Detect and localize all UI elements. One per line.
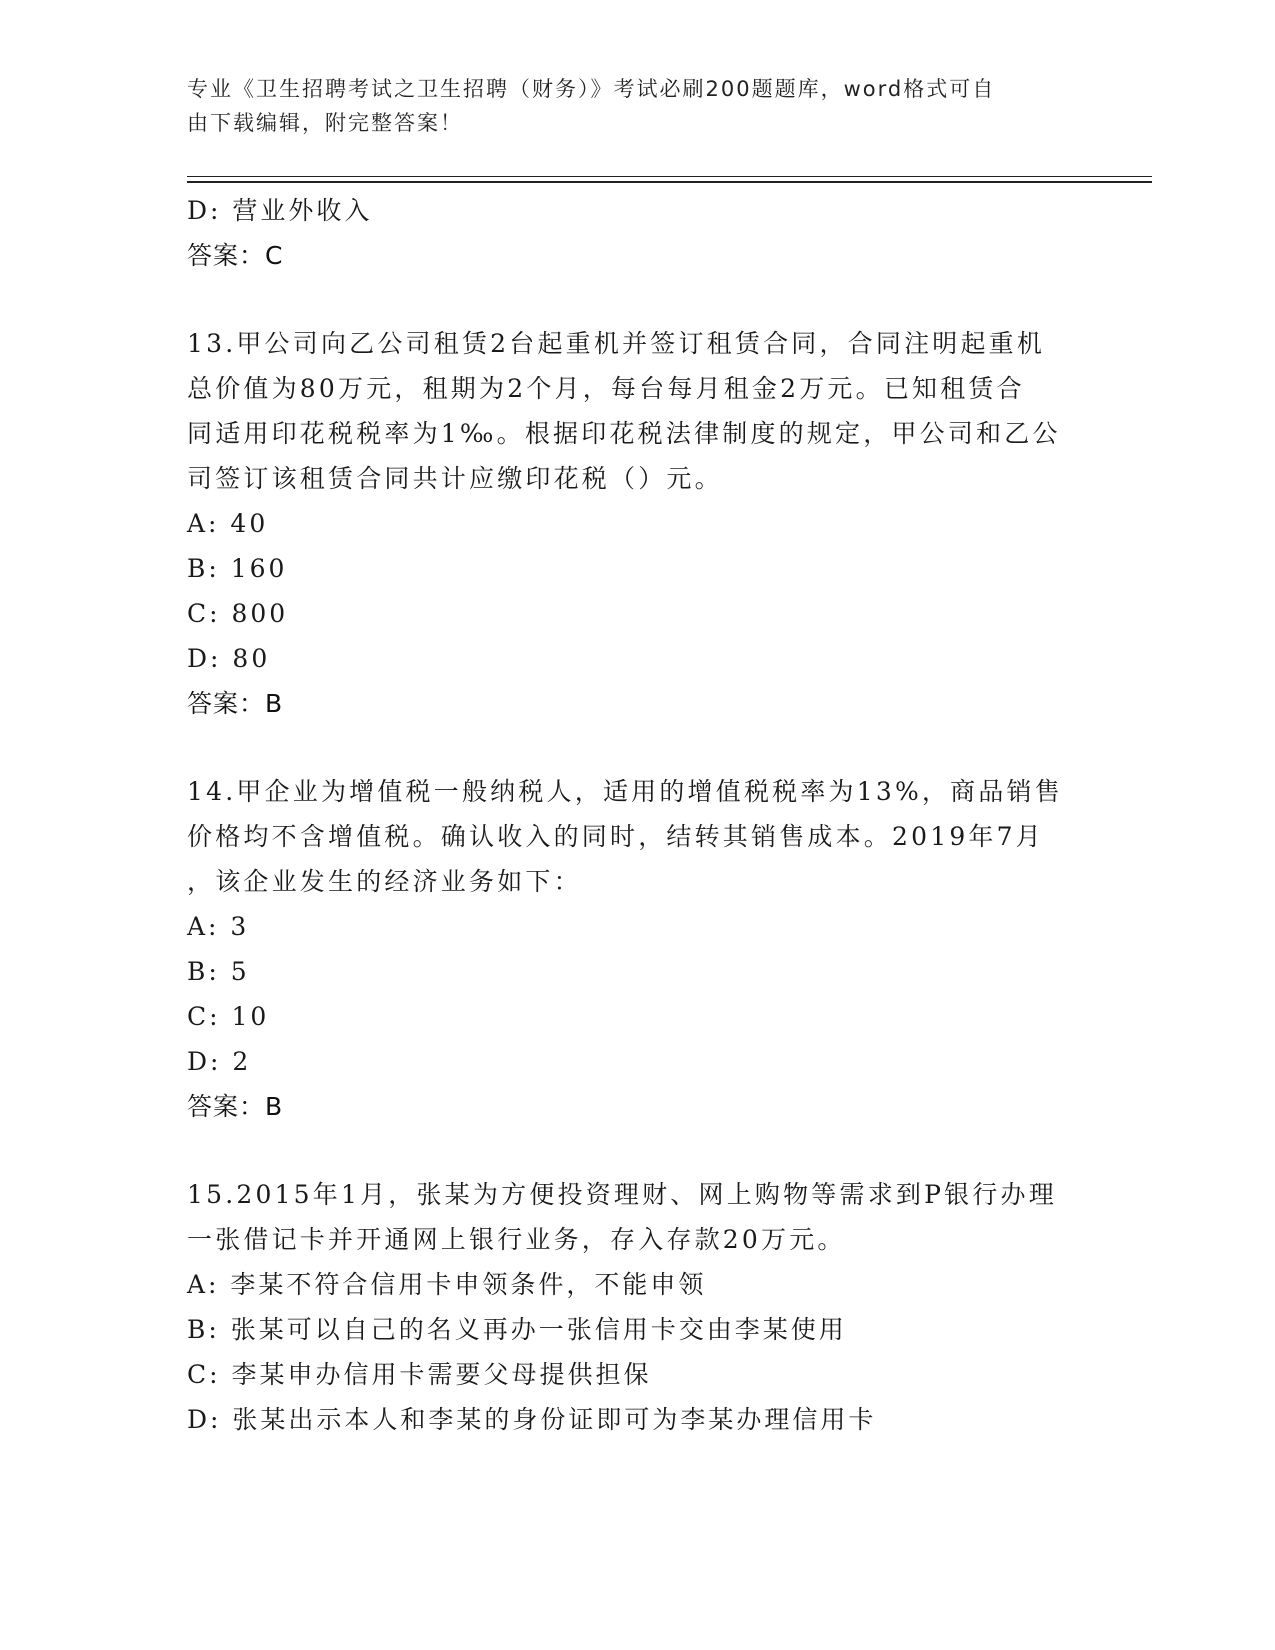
stem-line: 14.甲企业为增值税一般纳税人，适用的增值税税率为13%，商品销售: [187, 777, 1063, 806]
question-content: [187, 188, 1087, 1442]
header-divider-thick: [187, 181, 1152, 183]
question-15: [187, 1172, 1087, 1442]
question-stem: [187, 1172, 1087, 1262]
option-b: B: 5: [187, 957, 250, 986]
answer-line: 答案：B: [187, 1092, 284, 1121]
spacer: [187, 279, 1087, 321]
document-header: [187, 72, 1067, 140]
header-line-1: 专业《卫生招聘考试之卫生招聘（财务）》考试必刷200题题库，word格式可自: [187, 77, 996, 101]
spacer: [187, 727, 1087, 769]
option-d: D: 2: [187, 1047, 252, 1076]
option-c: C: 李某申办信用卡需要父母提供担保: [187, 1360, 652, 1389]
stem-line: 13.甲公司向乙公司租赁2台起重机并签订租赁合同，合同注明起重机: [187, 329, 1046, 358]
option-b: B: 160: [187, 554, 288, 583]
stem-line: 总价值为80万元，租期为2个月，每台每月租金2万元。已知租赁合: [187, 374, 1025, 403]
option-a: A: 40: [187, 509, 269, 538]
stem-line: 司签订该租赁合同共计应缴印花税（）元。: [187, 464, 723, 493]
option-d: D: 80: [187, 644, 271, 673]
option-d: D: 张某出示本人和李某的身份证即可为李某办理信用卡: [187, 1405, 877, 1434]
header-line-2: 由下载编辑，附完整答案！: [187, 111, 463, 135]
option-b: B: 张某可以自己的名义再办一张信用卡交由李某使用: [187, 1315, 847, 1344]
question-stem: [187, 321, 1087, 501]
question-13: [187, 321, 1087, 727]
answer-line: 答案：C: [187, 241, 284, 270]
stem-line: ，该企业发生的经济业务如下：: [187, 867, 582, 896]
option-a: A: 3: [187, 912, 250, 941]
option-a: A: 李某不符合信用卡申领条件，不能申领: [187, 1270, 707, 1299]
spacer: [187, 1130, 1087, 1172]
previous-question-tail: [187, 188, 1087, 279]
question-stem: [187, 769, 1087, 904]
question-14: [187, 769, 1087, 1130]
option-c: C: 10: [187, 1002, 270, 1031]
stem-line: 价格均不含增值税。确认收入的同时，结转其销售成本。2019年7月: [187, 822, 1044, 851]
option-c: C: 800: [187, 599, 289, 628]
option-d: D: 营业外收入: [187, 196, 373, 225]
header-divider-thin: [187, 176, 1152, 177]
stem-line: 15.2015年1月，张某为方便投资理财、网上购物等需求到P银行办理: [187, 1180, 1057, 1209]
stem-line: 同适用印花税税率为1‰。根据印花税法律制度的规定，甲公司和乙公: [187, 419, 1061, 448]
answer-line: 答案：B: [187, 689, 284, 718]
stem-line: 一张借记卡并开通网上银行业务，存入存款20万元。: [187, 1225, 846, 1254]
